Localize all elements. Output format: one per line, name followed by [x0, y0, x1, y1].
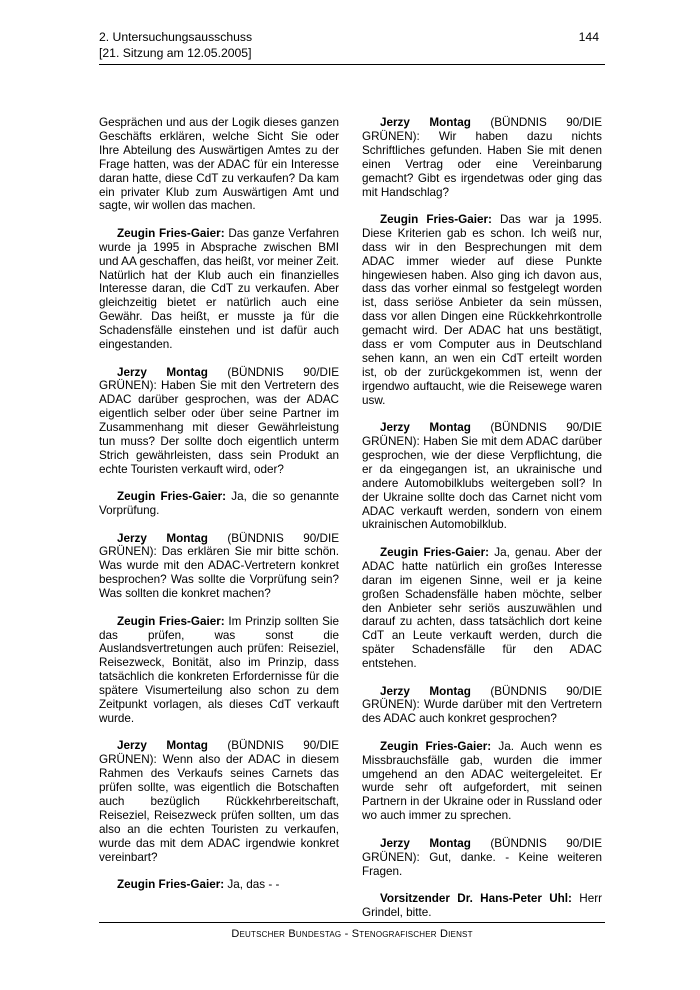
speaker-name: Zeugin Fries-Gaier: [117, 614, 225, 628]
right-column [362, 116, 602, 933]
speaker-name: Zeugin Fries-Gaier: [117, 490, 227, 504]
speaker-name: Jerzy Montag [380, 421, 471, 435]
transcript-paragraph [362, 421, 602, 532]
speech-text: (BÜNDNIS 90/DIE GRÜNEN): Wenn also der ADAC in diesem Rahmen des Verkaufs seines Carnets das prüfen sollte, was eigentlich die Botschaften auch bezüglich Rückkehrbereitschaft, Reiseziel, Reisezweck prüfen sollten, um das also an die echten Touristen zu verkaufen, wurde das mit dem ADAC irgendwie konkret vereinbart? [99, 739, 340, 864]
speech-text: Ja, genau. Aber der ADAC hatte natürlich ein großes Interesse daran im eigenen Sinne, weil er ja keine großen Schadensfälle haben möchte, selber den Anbieter sehr seriös auszuwählen und darauf zu achten, dass tatsächlich dort keine CdT an Leute verkauft werden, durch die später Schadensfälle für den ADAC entstehen. [362, 545, 603, 671]
transcript-paragraph [99, 615, 339, 726]
speaker-name: Zeugin Fries-Gaier: [380, 212, 492, 226]
speaker-name: Jerzy Montag [117, 739, 208, 753]
transcript-paragraph [99, 366, 339, 477]
transcript-paragraph [362, 837, 602, 879]
committee-title: 2. Untersuchungsausschuss [99, 30, 253, 44]
page-number: 144 [578, 30, 599, 44]
speaker-name: Jerzy Montag [117, 531, 208, 545]
speech-text: Das ganze Verfahren wurde ja 1995 in Absprache zwischen BMI und AA geschaffen, das heißt, vor meiner Zeit. Natürlich hat der Klub auch ein finanzielles Interesse daran, die CdT zu verkaufen. Aber gleichzeitig bietet er natürlich auch eine Gewähr. Das heißt, er musste ja für die Schadensfälle einstehen und ist dafür auch eingestanden. [99, 226, 339, 352]
transcript-paragraph [362, 740, 602, 823]
page-header [99, 30, 605, 64]
transcript-paragraph [99, 532, 339, 602]
footer-divider [99, 922, 605, 923]
left-column [99, 116, 339, 905]
speech-text: (BÜNDNIS 90/DIE GRÜNEN): Haben Sie mit den Vertretern des ADAC darüber gesprochen, was der ADAC eigentlich selber oder über seine Partner im Zusammenhang mit dieser Gewährleistung tun muss? Der sollte doch eigentlich unterm Strich gewährleisten, dass sein Produkt an echte Touristen verkauft wird, oder? [99, 365, 340, 476]
speech-text: Ja. Auch wenn es Missbrauchsfälle gab, wurden die immer umgehend an den ADAC weitergeleitet. Er wurde sehr oft aufgefordert, mit seinen Partnern in der Ukraine oder in Russland oder wo auch immer zu sprechen. [362, 739, 602, 823]
speech-text: Herr Grindel, bitte. [362, 891, 603, 919]
speaker-name: Zeugin Fries-Gaier: [380, 545, 490, 559]
speaker-name: Vorsitzender Dr. Hans-Peter Uhl: [380, 891, 572, 905]
speech-text: Im Prinzip sollten Sie das prüfen, was sonst die Auslandsvertretungen auch prüfen: Reiseziel, Reisezweck, Bonität, also im Prinzip, dass tatsächlich die konkreten Erfordernisse für die spätere Visumerteilung also schon zu dem Zeitpunkt vorlagen, als dieses CdT verkauft wurde. [99, 614, 339, 725]
speaker-name: Jerzy Montag [380, 836, 471, 850]
speech-text: Ja, die so genannte Vorprüfung. [99, 490, 339, 518]
speech-text: Das war ja 1995. Diese Kriterien gab es schon. Ich weiß nur, dass wir in den Besprechungen mit dem ADAC immer wieder auf diese Punkte hingewiesen haben. Also ging ich davon aus, dass das vorher einmal so festgelegt worden ist, dass seriöse Anbieter da sein müssen, dass vor allen Dingen eine Rückkehrkontrolle gemacht wird. Der ADAC hat uns bestätigt, dass er vom Computer aus in Deutschland sehen kann, an wen ein CdT erteilt worden ist, ob der zurückgekommen ist, wenn der irgendwo auftaucht, wie die Reisewege waren usw. [362, 212, 602, 407]
transcript-paragraph [99, 490, 339, 518]
transcript-paragraph [362, 116, 602, 199]
speaker-name: Jerzy Montag [380, 684, 471, 698]
speech-text: Ja, das - - [227, 878, 280, 891]
speech-text: (BÜNDNIS 90/DIE GRÜNEN): Wir haben dazu nichts Schriftliches gefunden. Haben Sie mit denen einen Vertrag oder eine Vereinbarung gemacht? Gibt es irgendetwas oder ging das mit Handschlag? [362, 116, 603, 199]
transcript-paragraph [362, 892, 602, 920]
speaker-name: Zeugin Fries-Gaier: [117, 878, 225, 891]
transcript-paragraph [99, 227, 339, 352]
speech-text: (BÜNDNIS 90/DIE GRÜNEN): Das erklären Sie mir bitte schön. Was wurde mit den ADAC-Vertretern konkret besprochen? Was sollte die Vorprüfung sein? Was sollten die konkret machen? [99, 531, 340, 601]
session-info: [21. Sitzung am 12.05.2005] [99, 45, 252, 60]
transcript-paragraph [362, 546, 602, 671]
speaker-name: Jerzy Montag [117, 365, 208, 379]
speaker-name: Zeugin Fries-Gaier: [380, 739, 492, 753]
header-divider [99, 64, 605, 65]
transcript-paragraph [99, 878, 339, 892]
speaker-name: Jerzy Montag [380, 116, 471, 129]
speech-text: (BÜNDNIS 90/DIE GRÜNEN): Haben Sie mit dem ADAC darüber gesprochen, wie der diese Verpflichtung, die er da eingegangen ist, an ukrainische und andere Automobilklubs weitergeben soll? In der Ukraine sollte doch das Carnet nicht vom ADAC verkauft werden, sondern von einem ukrainischen Automobilklub. [362, 421, 603, 532]
speaker-name: Zeugin Fries-Gaier: [117, 226, 225, 240]
page-footer: Deutscher Bundestag - Stenografischer Dienst [231, 928, 473, 940]
speech-text: (BÜNDNIS 90/DIE GRÜNEN): Gut, danke. - Keine weiteren Fragen. [362, 836, 603, 878]
transcript-paragraph [99, 739, 339, 864]
transcript-paragraph: Gesprächen und aus der Logik dieses ganzen Geschäfts erklären, welche Sicht Sie oder Ihre Abteilung des Auswärtigen Amtes zu der Frage hatten, was der ADAC für ein Interesse daran hatte, diese CdT zu verkaufen? Da kam ein privater Klub zum Auswärtigen Amt und sagte, wir wollen das machen. [99, 116, 339, 213]
transcript-paragraph [362, 685, 602, 727]
speech-text: (BÜNDNIS 90/DIE GRÜNEN): Wurde darüber mit den Vertretern des ADAC auch konkret gesprochen? [362, 684, 603, 726]
transcript-paragraph [362, 213, 602, 408]
